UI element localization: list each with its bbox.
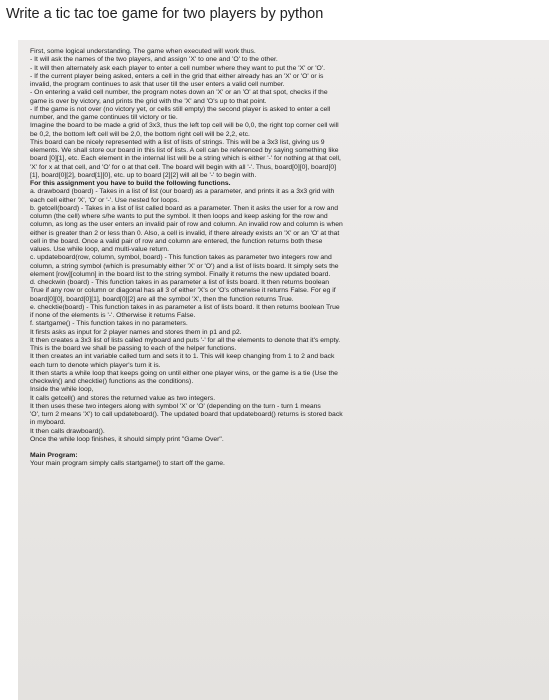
document-line: Once the while loop finishes, it should simply print "Game Over".	[30, 435, 224, 443]
document-line: Main Program:	[30, 452, 78, 459]
document-line: Imagine the board to be made a grid of 3x3, thus the left top cell will be 0,0, the right top corner cell will	[30, 122, 339, 130]
document-line: each turn to denote which player's turn it is.	[30, 361, 161, 369]
document-line: b. getcell(board) - Takes in a list of list called board as a parameter. Then it asks the user for a row and	[30, 204, 339, 212]
document-line: - If the game is not over (no victory yet, or cells still empty) the second player is asked to enter a cell	[30, 105, 331, 113]
document-line: - It will ask the names of the two players, and assign 'X' to one and 'O' to the other.	[30, 56, 278, 64]
document-line: This is the board we shall be passing to each of the helper functions.	[30, 345, 237, 352]
document-line: c. updateboard(row, column, symbol, board) - This function takes as parameter two integers row and	[30, 254, 332, 262]
document-line: invalid, the program continues to ask that user till the user enters a valid cell number.	[30, 81, 285, 88]
document-line: - If the current player being asked, enters a cell in the grid that either already has an 'X' or 'O' or is	[30, 72, 324, 80]
document-line: column (the cell) where s/he wants to put the symbol. It then loops and keep asking for the row and	[30, 213, 328, 220]
document-line: 'O', turn 2 means 'X') to call updateboard(). The updated board that updateboard() returns is stored back	[30, 411, 343, 418]
document-line: column, a string symbol (which is presumably either 'X' or 'O') and a list of lists board. It simply sets the	[30, 262, 339, 270]
document-line: True if any row or column or diagonal has all 3 of either 'X's or 'O's otherwise it returns False. For eg if	[30, 287, 336, 295]
document-line: It firsts asks as input for 2 player names and stores them in p1 and p2.	[30, 328, 242, 336]
document-line: f. startgame() - This function takes in no parameters.	[30, 320, 188, 328]
document-line: It then creates an int variable called turn and sets it to 1. This will keep changing from 1 to 2 and back	[30, 353, 335, 361]
document-line: cell in the board. Once a valid pair of row and column are entered, the function returns both these	[30, 237, 323, 245]
document-line: each cell either 'X', 'O' or '-'. Use nested for loops.	[30, 196, 180, 204]
document-line: values. Use while loop, and multi-value return.	[30, 246, 170, 253]
assignment-text	[30, 48, 535, 469]
document-line: - On entering a valid cell number, the program notes down an 'X' or an 'O' at that spot, checks if the	[30, 89, 328, 97]
document-line: in myboard.	[30, 419, 66, 427]
document-line: For this assignment you have to build the following functions.	[30, 180, 231, 187]
document-line: board [0][1], etc. Each element in the internal list will be a string which is either '-' for nothing at that cell,	[30, 155, 341, 163]
document-line: either is greater than 2 or less than 0. Also, a cell is invalid, if there already exists an 'X' or an 'O' at that	[30, 229, 340, 237]
document-line: e. checktie(board) - This function takes in as parameter a list of lists board. It then returns boolean True	[30, 303, 340, 311]
document-line: It then creates a 3x3 list of lists called myboard and puts '-' for all the elements to denote that it's empty.	[30, 336, 341, 344]
document-line: This board can be nicely represented with a list of lists of strings. This will be a 3x3 list, giving us 9	[30, 138, 325, 146]
document-line: game is over by victory, and prints the grid with the 'X' and 'O's up to that point.	[30, 97, 267, 105]
document-line: Your main program simply calls startgame() to start off the game.	[30, 460, 225, 468]
document-line: column, as long as the user enters an invalid pair of row and column. An invalid row and column is when	[30, 221, 343, 229]
document-line: [1], board[0][2], board[1][0], etc. up to board [2][2] will all be '-' to begin with.	[30, 171, 257, 179]
document-line: Inside the while loop,	[30, 386, 94, 394]
document-line: element [row][column] in the board list to the string symbol. Finally it returns the new updated board.	[30, 270, 331, 278]
document-line: elements. We shall store our board in this list of lists. A cell can be referenced by saying something like	[30, 147, 339, 154]
document-line: 'X' for x at that cell, and 'O' for o at that cell. The board will begin with all '-'. Thus, board[0][0], board[0]	[30, 163, 337, 171]
document-photo	[18, 40, 549, 700]
document-line: It then uses these two integers along with symbol 'X' or 'O' (depending on the turn - turn 1 means	[30, 402, 321, 410]
document-line: checkwin() and checktie() functions as the conditions).	[30, 378, 194, 385]
document-line: - It will then alternately ask each player to enter a cell number where they want to put the 'X' or 'O'.	[30, 64, 325, 72]
document-line: be 0,2, the bottom left cell will be 2,0, the bottom right cell will be 2,2, etc.	[30, 130, 250, 138]
document-line: number, and the game continues till victory or tie.	[30, 114, 178, 121]
document-line: It then calls drawboard().	[30, 427, 105, 435]
document-line: if none of the elements is '-'. Otherwise it returns False.	[30, 312, 196, 319]
document-line: First, some logical understanding. The game when executed will work thus.	[30, 48, 256, 55]
document-line: It calls getcell() and stores the returned value as two integers.	[30, 394, 216, 402]
document-line: board[0][0], board[0][1], board[0][2] are all the symbol 'X', then the function returns True.	[30, 295, 294, 303]
document-line: It then starts a while loop that keeps going on until either one player wins, or the game is a tie (Use the	[30, 369, 338, 377]
document-line: d. checkwin (board) - This function takes in as parameter a list of lists board. It then returns boolean	[30, 279, 330, 286]
question-title: Write a tic tac toe game for two players by python	[6, 6, 324, 22]
document-line	[30, 444, 535, 452]
document-line: a. drawboard (board) - Takes in a list of list (our board) as a parameter, and prints it as a 3x3 grid with	[30, 188, 335, 196]
